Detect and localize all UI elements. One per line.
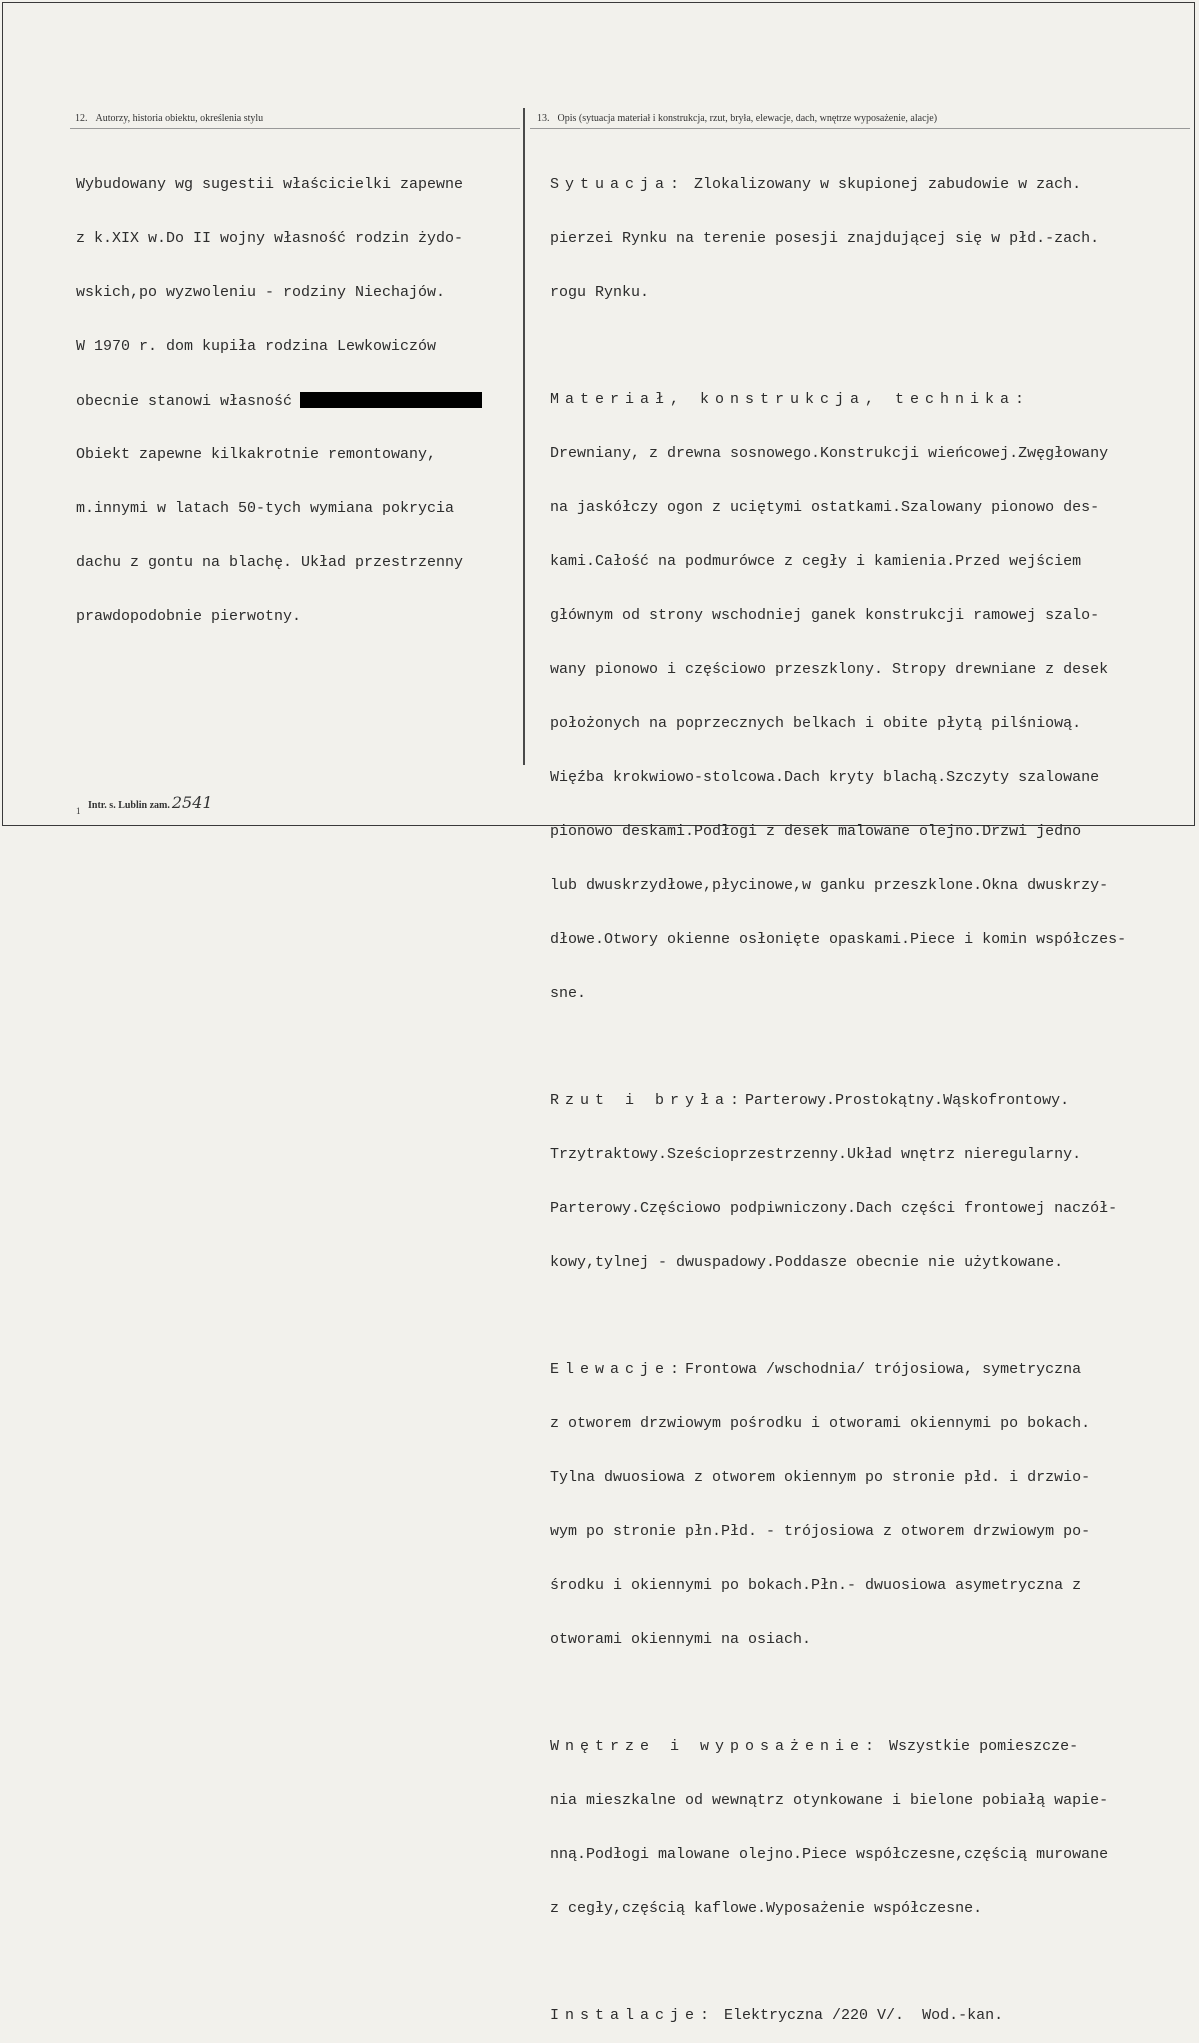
handwritten-number: 2541 [171, 793, 213, 812]
footer-mark: 1 [76, 806, 81, 816]
material-line: dłowe.Otwory okienne osłonięte opaskami.Piece i komin współczes- [550, 931, 1127, 948]
sytuacja-line: Sytuacja: Zlokalizowany w skupionej zabudowie w zach. [550, 176, 1082, 193]
instalacje-line: Instalacje: Elektryczna /220 V/. Wod.-kan. [550, 2007, 1004, 2024]
history-line: Wybudowany wg sugestii właścicielki zapewne [76, 176, 464, 193]
material-label-line [550, 391, 1126, 409]
material-line: kami.Całość na podmurówce z cegły i kamienia.Przed wejściem [550, 553, 1082, 570]
wnetrze-line: z cegły,częścią kaflowe.Wyposażenie współczesne. [550, 1900, 983, 1917]
history-line: z k.XIX w.Do II wojny własność rodzin żydo- [76, 230, 464, 247]
wnetrze-line: nia mieszkalne od wewnątrz otynkowane i bielone pobiałą wapie- [550, 1792, 1109, 1809]
section-12-header [75, 113, 263, 124]
sytuacja-label: Sytuacja: [550, 176, 686, 193]
sytuacja-line: pierzei Rynku na terenie posesji znajdującej się w płd.-zach. [550, 230, 1100, 247]
rzut-line: Trzytraktowy.Sześcioprzestrzenny.Układ wnętrz nieregularny. [550, 1146, 1082, 1163]
history-line: W 1970 r. dom kupiła rodzina Lewkowiczów [76, 338, 437, 355]
section-12-number: 12. [75, 113, 88, 124]
material-line: lub dwuskrzydłowe,płycinowe,w ganku przeszklone.Okna dwuskrzy- [550, 877, 1109, 894]
elewacje-line: środku i okiennymi po bokach.Płn.- dwuosiowa asymetryczna z [550, 1577, 1082, 1594]
description-text [550, 140, 1126, 2043]
header-rule-left [70, 128, 520, 129]
section-13-title: Opis (sytuacja materiał i konstrukcja, rzut, bryła, elewacje, dach, wnętrze wyposażenie, alacje) [557, 113, 938, 124]
material-line: na jaskółczy ogon z uciętymi ostatkami.Szalowany pionowo des- [550, 499, 1100, 516]
material-line: Drewniany, z drewna sosnowego.Konstrukcji wieńcowej.Zwęgłowany [550, 445, 1109, 462]
rzut-line: Parterowy.Częściowo podpiwniczony.Dach części frontowej naczół- [550, 1200, 1118, 1217]
history-line: wskich,po wyzwoleniu - rodziny Niechajów. [76, 284, 446, 301]
rzut-label: Rzut i bryła: [550, 1092, 746, 1109]
history-line: m.innymi w latach 50-tych wymiana pokrycia [76, 500, 455, 517]
rzut-line: kowy,tylnej - dwuspadowy.Poddasze obecnie nie użytkowane. [550, 1254, 1064, 1271]
sytuacja-line: rogu Rynku. [550, 284, 650, 301]
elewacje-label: Elewacje: [550, 1361, 686, 1378]
elewacje-line: Elewacje:Frontowa /wschodnia/ trójosiowa, symetryczna [550, 1361, 1082, 1378]
section-13-header [537, 113, 937, 124]
material-line: sne. [550, 985, 587, 1002]
elewacje-line: z otworem drzwiowym pośrodku i otworami okiennymi po bokach. [550, 1415, 1091, 1432]
material-line: Więźba krokwiowo-stolcowa.Dach kryty blachą.Szczyty szalowane [550, 769, 1100, 786]
column-divider [523, 108, 525, 765]
print-footer [88, 793, 213, 812]
material-line: wany pionowo i częściowo przeszklony. Stropy drewniane z desek [550, 661, 1109, 678]
material-line: położonych na poprzecznych belkach i obite płytą pilśniową. [550, 715, 1082, 732]
material-line: głównym od strony wschodniej ganek konstrukcji ramowej szalo- [550, 607, 1100, 624]
elewacje-line: Tylna dwuosiowa z otworem okiennym po stronie płd. i drzwio- [550, 1469, 1091, 1486]
material-label: Materiał, konstrukcja, technika: [550, 391, 1031, 408]
history-line: Obiekt zapewne kilkakrotnie remontowany, [76, 446, 437, 463]
history-line: dachu z gontu na blachę. Układ przestrzenny [76, 554, 464, 571]
wnetrze-line: nną.Podłogi malowane olejno.Piece współczesne,częścią murowane [550, 1846, 1109, 1863]
instalacje-label: Instalacje: [550, 2007, 716, 2024]
wnetrze-line: Wnętrze i wyposażenie: Wszystkie pomieszcze- [550, 1738, 1079, 1755]
elewacje-line: wym po stronie płn.Płd. - trójosiowa z otworem drzwiowym po- [550, 1523, 1091, 1540]
printer-info: Intr. s. Lublin zam. [88, 800, 170, 811]
rzut-line: Rzut i bryła:Parterowy.Prostokątny.Wąskofrontowy. [550, 1092, 1070, 1109]
redaction-bar [300, 392, 482, 408]
history-text [76, 140, 482, 644]
section-12-title: Autorzy, historia obiektu, określenia stylu [95, 113, 264, 124]
section-13-number: 13. [537, 113, 550, 124]
material-line: pionowo deskami.Podłogi z desek malowane olejno.Drzwi jedno [550, 823, 1082, 840]
header-rule-right [530, 128, 1190, 129]
history-line: prawdopodobnie pierwotny. [76, 608, 302, 625]
history-line-redacted: obecnie stanowi własność [76, 392, 482, 410]
elewacje-line: otworami okiennymi na osiach. [550, 1631, 812, 1648]
wnetrze-label: Wnętrze i wyposażenie: [550, 1738, 881, 1755]
